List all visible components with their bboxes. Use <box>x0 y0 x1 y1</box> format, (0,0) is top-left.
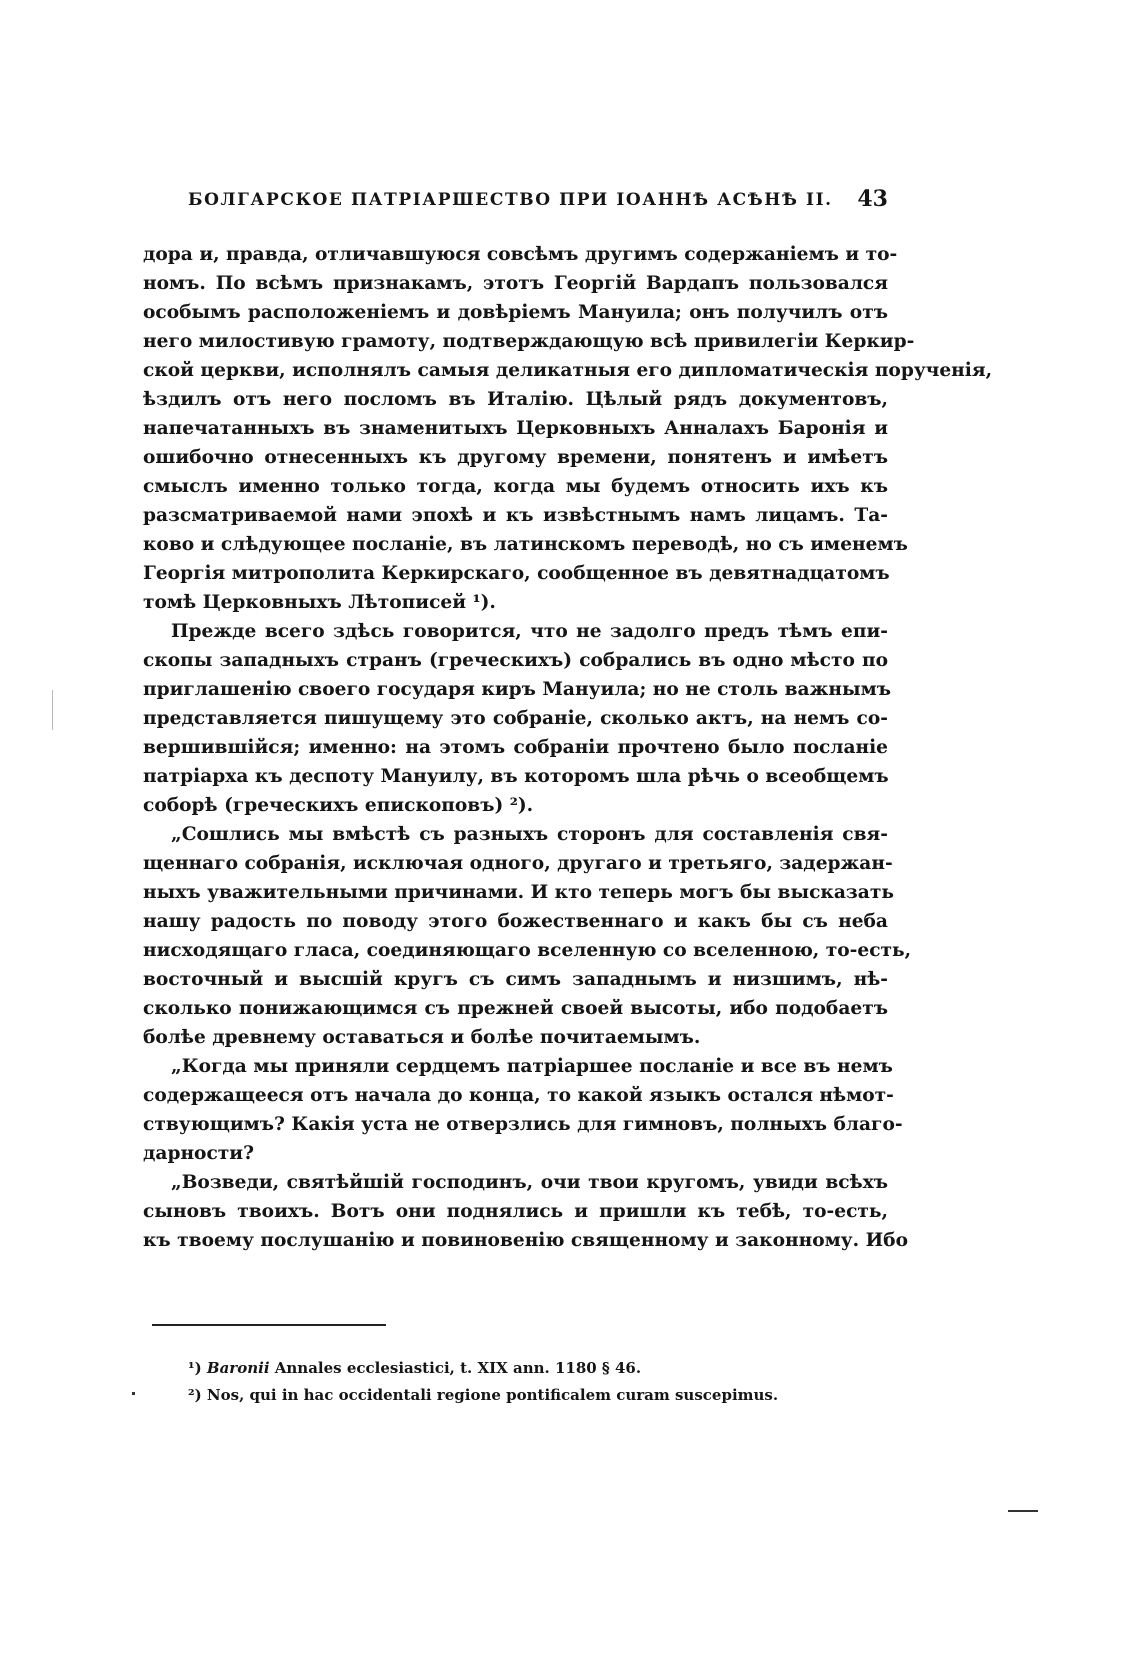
scan-speck <box>52 690 53 730</box>
body-text <box>143 240 993 1255</box>
text-line: нашу радость по поводу этого божественнаго и какъ бы съ неба <box>143 911 888 932</box>
footnote-2 <box>188 1382 888 1409</box>
text-line: вершившійся; именно: на этомъ собраніи прочтено было посланіе <box>143 737 888 758</box>
text-line: ошибочно отнесенныхъ къ другому времени, понятенъ и имѣетъ <box>143 447 888 468</box>
page-number: 43 <box>857 186 888 212</box>
scan-speck <box>132 1392 135 1395</box>
text-line: номъ. По всѣмъ признакамъ, этотъ Георгій Вардапъ пользовался <box>143 273 888 294</box>
footnote-mark: ²) <box>188 1386 202 1404</box>
text-line: патріарха къ деспоту Мануилу, въ которомъ шла рѣчь о всеобщемъ <box>143 766 889 787</box>
running-head-title: БОЛГАРСКОЕ ПАТРІАРШЕСТВО ПРИ ІОАННѢ АСѢНѢ II. <box>188 190 833 210</box>
footnote-text: Nos, qui in hac occidentali regione pontificalem curam suscepimus. <box>206 1386 779 1404</box>
text-line: разсматриваемой нами эпохѣ и къ извѣстнымъ намъ лицамъ. Та- <box>143 505 888 526</box>
text-line: содержащееся отъ начала до конца, то какой языкъ остался нѣмот- <box>143 1085 894 1106</box>
text-line: него милостивую грамоту, подтверждающую всѣ привилегіи Керкир- <box>143 331 915 352</box>
footnote-mark: ¹) <box>188 1359 202 1377</box>
text-line: Прежде всего здѣсь говорится, что не задолго предъ тѣмъ епи- <box>171 621 888 642</box>
text-line: дора и, правда, отличавшуюся совсѣмъ другимъ содержаніемъ и то- <box>143 244 898 265</box>
text-line: „Сошлись мы вмѣстѣ съ разныхъ сторонъ для составленія свя- <box>171 824 888 845</box>
footnote-1 <box>188 1355 888 1382</box>
text-line: ныхъ уважительными причинами. И кто теперь могъ бы высказать <box>143 882 894 903</box>
footnote-divider <box>152 1324 386 1326</box>
text-line: дарности? <box>143 1143 254 1164</box>
text-line: Георгія митрополита Керкирскаго, сообщенное въ девятнадцатомъ <box>143 563 890 584</box>
text-line: сыновъ твоихъ. Вотъ они поднялись и пришли къ тебѣ, то-есть, <box>143 1201 888 1222</box>
footnote-text: Annales ecclesiastici, t. XIX ann. 1180 § 46. <box>274 1359 642 1377</box>
text-line: щеннаго собранія, исключая одного, другаго и третьяго, задержан- <box>143 853 893 874</box>
text-line: смыслъ именно только тогда, когда мы будемъ относить ихъ къ <box>143 476 888 497</box>
text-line: ково и слѣдующее посланіе, въ латинскомъ переводѣ, но съ именемъ <box>143 534 908 555</box>
text-line: восточный и высшій кругъ съ симъ западнымъ и низшимъ, нѣ- <box>143 969 888 990</box>
text-line: нисходящаго гласа, соединяющаго вселенную со вселенною, то-есть, <box>143 940 912 961</box>
text-line: томѣ Церковныхъ Лѣтописей ¹). <box>143 592 496 613</box>
scan-speck <box>1008 1510 1038 1512</box>
text-line: болѣе древнему оставаться и болѣе почитаемымъ. <box>143 1027 701 1048</box>
text-line: соборѣ (греческихъ епископовъ) ²). <box>143 795 534 816</box>
text-line: ѣздилъ отъ него посломъ въ Италію. Цѣлый рядъ документовъ, <box>143 389 888 410</box>
text-line: приглашенію своего государя киръ Мануила; но не столь важнымъ <box>143 679 892 700</box>
footnotes <box>188 1355 888 1409</box>
text-line: къ твоему послушанію и повиновенію священному и законному. Ибо <box>143 1230 908 1251</box>
text-line: ской церкви, исполнялъ самыя деликатныя его дипломатическія порученія, <box>143 360 993 381</box>
text-line: напечатанныхъ въ знаменитыхъ Церковныхъ Анналахъ Баронія и <box>143 418 888 439</box>
text-line: ствующимъ? Какія уста не отверзлись для гимновъ, полныхъ благо- <box>143 1114 903 1135</box>
text-line: „Возведи, святѣйшій господинъ, очи твои кругомъ, увиди всѣхъ <box>171 1172 888 1193</box>
text-line: скопы западныхъ странъ (греческихъ) собрались въ одно мѣсто по <box>143 650 888 671</box>
running-head <box>188 186 888 218</box>
text-line: „Когда мы приняли сердцемъ патріаршее посланіе и все въ немъ <box>171 1056 893 1077</box>
text-line: представляется пишущему это собраніе, сколько актъ, на немъ со- <box>143 708 888 729</box>
footnote-author: Baronii <box>206 1359 270 1377</box>
text-line: особымъ расположеніемъ и довѣріемъ Мануила; онъ получилъ отъ <box>143 302 888 323</box>
text-line: сколько понижающимся съ прежней своей высоты, ибо подобаетъ <box>143 998 888 1019</box>
